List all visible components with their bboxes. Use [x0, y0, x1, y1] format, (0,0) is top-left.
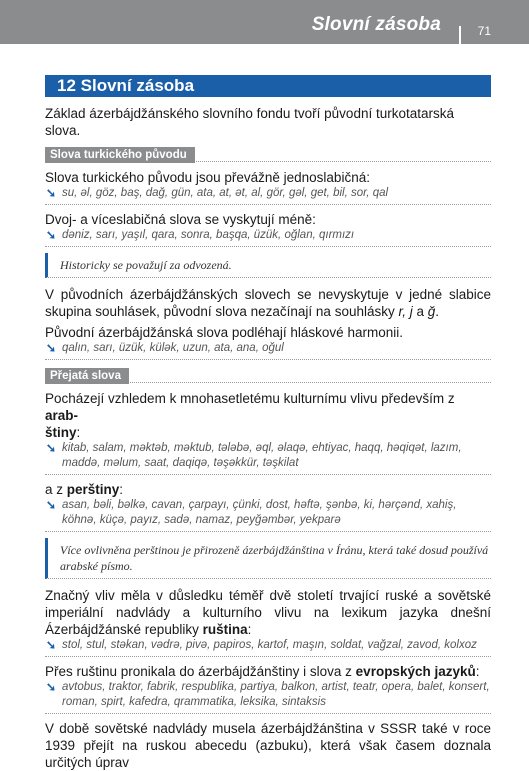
arrow-down-right-icon: ➘	[46, 186, 57, 200]
arrow-down-right-icon: ➘	[46, 341, 57, 355]
paragraph: a z perštiny:	[45, 482, 124, 497]
example-list: ➘ stol, stul, stəkan, vədrə, pivə, papiros, kartof, maşın, soldat, vağzal, zavod, kolxoz	[45, 638, 491, 657]
example-list: ➘ qalın, sarı, üzük, külək, uzun, ata, ana, oğul	[45, 341, 491, 360]
paragraph: V době sovětské nadvlády musela ázerbájdžánština v SSSR také v roce 1939 přejít na ruskou abecedu (azbuku), která však časem doznala určitých úprav	[45, 721, 491, 770]
page-header	[0, 0, 529, 44]
paragraph: Slova turkického původu jsou převážně jednoslabičná:	[45, 170, 370, 185]
note-box: Historicky se považují za odvozená.	[45, 253, 491, 278]
paragraph: V původních ázerbájdžánských slovech se nevyskytuje v jedné slabice skupina souhlásek, původní slova nezačínají na souhlásky r, j a ğ.	[45, 287, 491, 319]
note-box: Více ovlivněna perštinou je přirozeně ázerbájdžánština v Íránu, která také dosud používá arabské písmo.	[45, 538, 491, 579]
running-title: Slovní zásoba	[311, 14, 441, 35]
arrow-down-right-icon: ➘	[46, 441, 57, 455]
header-separator	[459, 26, 461, 44]
chapter-number: 12	[57, 76, 76, 95]
example-list: ➘ asan, bəli, bəlkə, cavan, çarpayı, çünki, dost, həftə, şənbə, ki, hərçənd, xahiş, köhnə, küçə, payız, sadə, namaz, peyğəmbər, yekparə	[45, 498, 491, 532]
intro-paragraph: Základ ázerbájdžánského slovního fondu tvoří původní turkotatarská slova.	[45, 106, 454, 138]
page-content	[45, 75, 491, 771]
example-list: ➘ kitab, salam, məktəb, məktub, tələbə, əql, əlaqə, ehtiyac, haqq, həqiqət, lazım, maddə, məlum, saat, daqiqə, təşəkkür, təşkilat	[45, 441, 491, 475]
section-heading-turkic: Slova turkického původu	[45, 145, 491, 162]
arrow-down-right-icon: ➘	[46, 228, 57, 242]
arrow-down-right-icon: ➘	[46, 498, 57, 512]
page-number: 71	[477, 24, 491, 38]
arrow-down-right-icon: ➘	[46, 638, 57, 652]
paragraph: Dvoj- a víceslabičná slova se vyskytují méně:	[45, 212, 316, 227]
chapter-title: Slovní zásoba	[80, 76, 195, 95]
example-list: ➘ dəniz, sarı, yaşıl, qara, sonra, başqa, üzük, oğlan, qırmızı	[45, 228, 491, 247]
example-list: ➘ su, əl, göz, baş, dağ, gün, ata, at, ət, al, gör, gəl, get, bil, sor, qal	[45, 186, 491, 205]
paragraph: Původní ázerbájdžánská slova podléhají hláskové harmonii.	[45, 325, 403, 340]
chapter-heading	[45, 75, 491, 97]
section-heading-loanwords: Přejatá slova	[45, 366, 491, 383]
arrow-down-right-icon: ➘	[46, 680, 57, 694]
paragraph: Přes ruštinu pronikala do ázerbájdžánštiny i slova z evropských jazyků:	[45, 664, 480, 679]
paragraph: Značný vliv měla v důsledku téměř dvě století trvající ruské a sovětské imperiální nadvlády a kulturního vlivu na lexikum jazyka dnešní Ázerbájdžánské republiky ruština:	[45, 588, 491, 637]
paragraph: Pocházejí vzhledem k mnohasetletému kulturnímu vlivu především z arab- štiny:	[45, 391, 455, 440]
example-list: ➘ avtobus, traktor, fabrik, respublika, partiya, balkon, artist, teatr, opera, balet, konsert, roman, spirt, kafedra, qrammatika, leksika, sintaksis	[45, 680, 491, 714]
